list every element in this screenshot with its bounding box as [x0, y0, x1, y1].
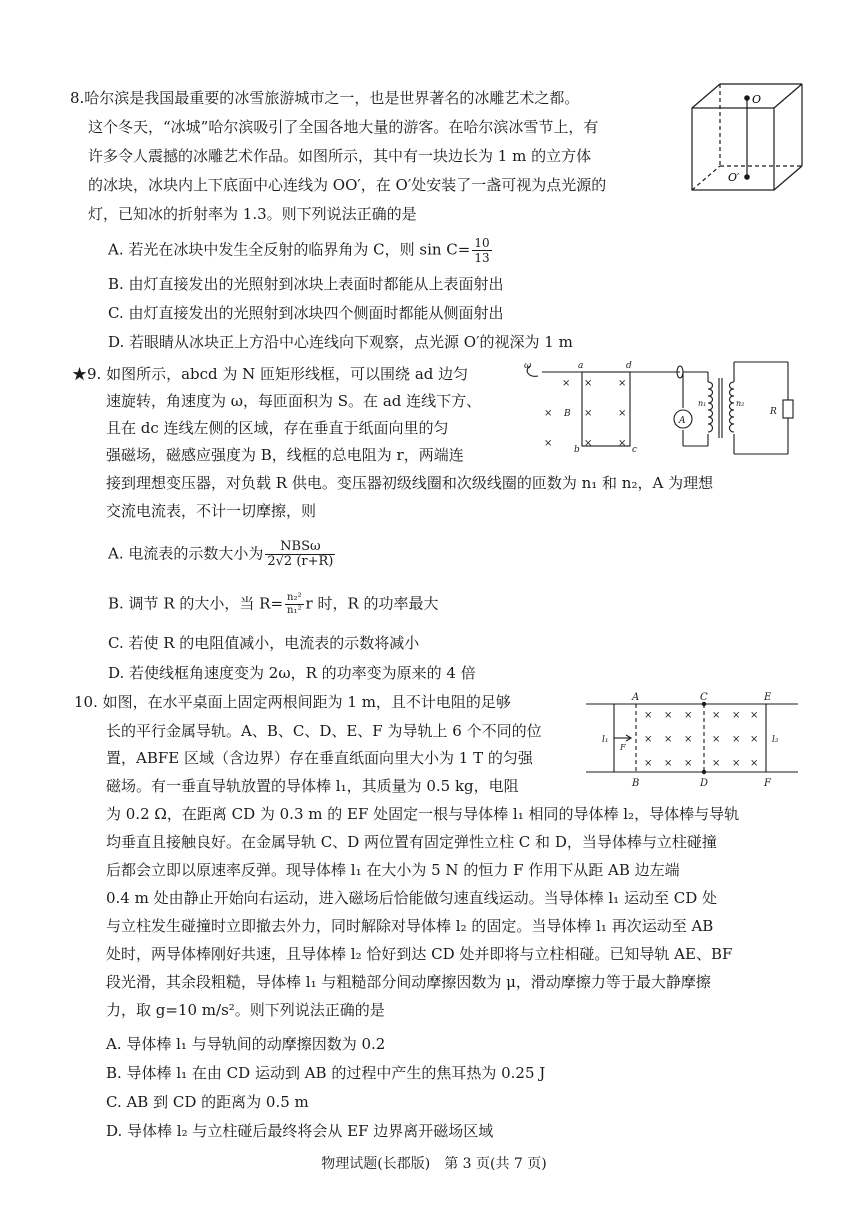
svg-text:×: ×: [750, 734, 759, 745]
q9-circuit-figure: [522, 358, 802, 458]
q9-line-1: ★9. 如图所示，abcd 为 N 匝矩形线框，可以围绕 ad 边匀: [72, 365, 469, 383]
svg-text:×: ×: [618, 378, 627, 389]
label-n2: n₂: [736, 399, 745, 408]
q9-option-a-den: 2√2 (r+R): [267, 554, 334, 569]
label-b: b: [574, 445, 580, 455]
svg-text:×: ×: [712, 734, 721, 745]
q9-option-b-suffix: r 时，R 的功率最大: [305, 594, 439, 613]
q10-line-4: 磁场。有一垂直导轨放置的导体棒 l₁，其质量为 0.5 kg，电阻: [106, 777, 519, 795]
point-o-prime: [744, 174, 750, 180]
q10-line-1: 10. 如图，在水平桌面上固定两根间距为 1 m，且不计电阻的足够: [74, 693, 511, 711]
q10-line-11: 段光滑，其余段粗糙，导体棒 l₁ 与粗糙部分间动摩擦因数为 μ，滑动摩擦力等于最大静摩擦: [106, 973, 711, 991]
q8-option-a-num: 10: [474, 236, 490, 250]
secondary-coil: [730, 382, 735, 432]
svg-text:×: ×: [584, 378, 593, 389]
q9-option-c: C. 若使 R 的电阻值减小，电流表的示数将减小: [108, 634, 420, 652]
svg-text:×: ×: [618, 408, 627, 419]
q9-line-4: 强磁场，磁感应强度为 B，线框的总电阻为 r，两端连: [106, 446, 464, 464]
svg-text:×: ×: [664, 758, 673, 769]
q10-line-10: 处时，两导体棒刚好共速，且导体棒 l₂ 恰好到达 CD 处并即将与立柱相碰。已知导轨 AE、BF: [106, 945, 733, 963]
svg-text:×: ×: [750, 710, 759, 721]
svg-text:×: ×: [584, 438, 593, 449]
label-ammeter: A: [679, 416, 686, 426]
svg-text:×: ×: [750, 758, 759, 769]
page-footer: 物理试题(长郡版) 第 3 页(共 7 页): [321, 1156, 547, 1172]
label-a: a: [578, 361, 584, 371]
q9-option-b-den: n₁²: [287, 605, 302, 616]
q8-option-d: D. 若眼睛从冰块正上方沿中心连线向下观察，点光源 O′的视深为 1 m: [108, 333, 573, 351]
label-n1: n₁: [698, 399, 707, 408]
svg-text:×: ×: [732, 734, 741, 745]
q10-option-c: C. AB 到 CD 的距离为 0.5 m: [106, 1093, 309, 1111]
q10-line-9: 与立柱发生碰撞时立即撤去外力，同时解除对导体棒 l₂ 的固定。当导体棒 l₁ 再次运动至 AB: [106, 917, 714, 935]
svg-text:×: ×: [544, 438, 553, 449]
q10-line-5: 为 0.2 Ω，在距离 CD 为 0.3 m 的 EF 处固定一根与导体棒 l₁ 相同的导体棒 l₂，导体棒与导轨: [106, 805, 740, 823]
svg-text:×: ×: [664, 734, 673, 745]
q10-rails-figure: [584, 690, 800, 790]
label-o: O: [752, 93, 762, 106]
label-field-b: B: [564, 409, 571, 419]
q9-line-2: 速旋转，角速度为 ω，每匝面积为 S。在 ad 连线下方、: [106, 392, 482, 410]
q10-line-7: 后都会立即以原速率反弹。现导体棒 l₁ 在大小为 5 N 的恒力 F 作用下从距 AB 边左端: [106, 861, 680, 879]
q8-line-4: 的冰块，冰块内上下底面中心连线为 OO′，在 O′处安装了一盏可视为点光源的: [88, 176, 607, 194]
svg-text:×: ×: [644, 734, 653, 745]
q9-option-a-text: A. 电流表的示数大小为: [108, 544, 264, 563]
q8-cube-figure: [688, 80, 808, 195]
q9-option-a-fraction: [265, 540, 335, 569]
label-c: C: [700, 692, 708, 703]
label-e: E: [764, 692, 772, 703]
svg-text:×: ×: [684, 734, 693, 745]
q9-line-3: 且在 dc 连线左侧的区域，存在垂直于纸面向里的匀: [106, 419, 449, 437]
svg-text:×: ×: [712, 758, 721, 769]
svg-text:×: ×: [644, 758, 653, 769]
svg-text:×: ×: [544, 408, 553, 419]
field-crosses: [544, 378, 626, 449]
label-omega: ω: [524, 361, 532, 371]
q9-option-a: [108, 540, 337, 569]
q10-option-b: B. 导体棒 l₁ 在由 CD 运动到 AB 的过程中产生的焦耳热为 0.25 J: [106, 1064, 546, 1082]
primary-coil: [708, 382, 713, 432]
svg-text:×: ×: [618, 438, 627, 449]
q8-option-a-den: 13: [474, 251, 490, 265]
label-l1: l₁: [602, 735, 609, 745]
label-f: F: [764, 778, 771, 789]
svg-text:×: ×: [684, 710, 693, 721]
field-crosses: [644, 710, 758, 769]
q8-option-a: [108, 236, 494, 265]
q10-line-12: 力，取 g=10 m/s²。则下列说法正确的是: [106, 1001, 385, 1019]
q9-option-b: [108, 592, 439, 617]
post-d: [702, 770, 706, 774]
label-l2: l₂: [772, 735, 779, 745]
point-o: [744, 95, 750, 101]
q8-line-5: 灯，已知冰的折射率为 1.3。则下列说法正确的是: [88, 205, 417, 223]
svg-text:×: ×: [644, 710, 653, 721]
q9-option-b-num: n₂²: [287, 592, 302, 603]
q10-line-2: 长的平行金属导轨。A、B、C、D、E、F 为导轨上 6 个不同的位: [106, 722, 542, 740]
q8-line-1: 8.哈尔滨是我国最重要的冰雪旅游城市之一，也是世界著名的冰雕艺术之都。: [70, 89, 580, 107]
label-r: R: [770, 407, 777, 417]
svg-text:×: ×: [584, 408, 593, 419]
label-d: d: [626, 361, 632, 371]
q8-line-3: 许多令人震撼的冰雕艺术作品。如图所示，其中有一块边长为 1 m 的立方体: [88, 147, 592, 165]
svg-text:×: ×: [562, 378, 571, 389]
load-resistor: [783, 400, 793, 418]
q8-option-a-text: A. 若光在冰块中发生全反射的临界角为 C，则 sin C=: [108, 240, 471, 259]
svg-text:×: ×: [732, 710, 741, 721]
q8-option-a-fraction: [472, 236, 491, 265]
q9-option-d: D. 若使线框角速度变为 2ω，R 的功率变为原来的 4 倍: [108, 664, 476, 682]
label-c: c: [632, 445, 638, 455]
q10-option-a: A. 导体棒 l₁ 与导轨间的动摩擦因数为 0.2: [106, 1035, 386, 1053]
q8-option-c: C. 由灯直接发出的光照射到冰块四个侧面时都能从侧面射出: [108, 304, 504, 322]
q8-line-2: 这个冬天，“冰城”哈尔滨吸引了全国各地大量的游客。在哈尔滨冰雪节上，有: [88, 118, 599, 136]
q9-line-6: 交流电流表，不计一切摩擦，则: [106, 502, 317, 520]
q10-line-8: 0.4 m 处由静止开始向右运动，进入磁场后恰能做匀速直线运动。当导体棒 l₁ 运动至 CD 处: [106, 889, 718, 907]
label-a: A: [632, 692, 640, 703]
svg-text:×: ×: [664, 710, 673, 721]
label-o-prime: O′: [728, 171, 740, 184]
label-d: D: [700, 778, 709, 789]
q10-option-d: D. 导体棒 l₂ 与立柱碰后最终将会从 EF 边界离开磁场区域: [106, 1122, 494, 1140]
svg-text:×: ×: [712, 710, 721, 721]
q10-line-3: 置，ABFE 区域（含边界）存在垂直纸面向里大小为 1 T 的匀强: [106, 749, 533, 767]
q10-line-6: 均垂直且接触良好。在金属导轨 C、D 两位置有固定弹性立柱 C 和 D，当导体棒与立柱碰撞: [106, 833, 717, 851]
label-b: B: [632, 778, 640, 789]
svg-text:×: ×: [732, 758, 741, 769]
svg-text:×: ×: [684, 758, 693, 769]
q9-option-b-text: B. 调节 R 的大小，当 R=: [108, 594, 284, 613]
label-force: F: [620, 743, 626, 752]
q9-option-b-fraction: [285, 592, 303, 617]
q9-option-a-num: NBSω: [265, 540, 335, 555]
q9-line-5: 接到理想变压器，对负载 R 供电。变压器初级线圈和次级线圈的匝数为 n₁ 和 n₂，A 为理想: [106, 474, 714, 492]
q8-option-b: B. 由灯直接发出的光照射到冰块上表面时都能从上表面射出: [108, 275, 504, 293]
